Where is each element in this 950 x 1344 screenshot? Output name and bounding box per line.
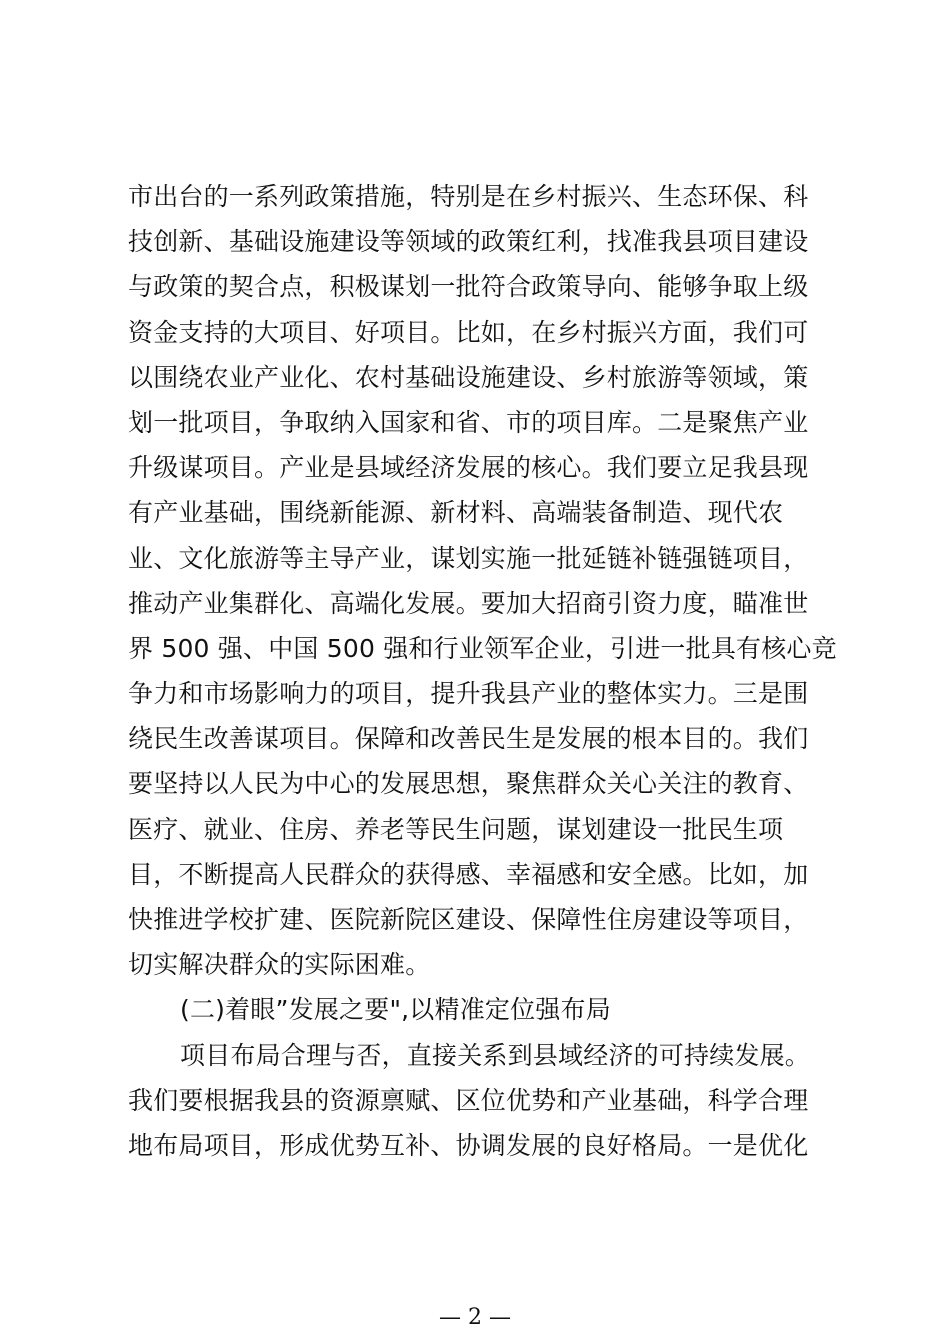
text-line: 地布局项目，形成优势互补、协调发展的良好格局。一是优化	[128, 1130, 809, 1160]
text-line: 争力和市场影响力的项目，提升我县产业的整体实力。三是围	[128, 679, 809, 709]
text-line: 要坚持以人民为中心的发展思想，聚焦群众关心关注的教育、	[128, 769, 809, 799]
body-text	[128, 174, 848, 1168]
text-line: 推动产业集群化、高端化发展。要加大招商引资力度，瞄准世	[128, 588, 809, 618]
text-line: 我们要根据我县的资源禀赋、区位优势和产业基础，科学合理	[128, 1085, 809, 1115]
text-line: 医疗、就业、住房、养老等民生问题，谋划建设一批民生项	[128, 814, 784, 844]
text-line: 市出台的一系列政策措施，特别是在乡村振兴、生态环保、科	[128, 182, 809, 211]
text-line: 升级谋项目。产业是县域经济发展的核心。我们要立足我县现	[128, 453, 809, 483]
text-line: 有产业基础，围绕新能源、新材料、高端装备制造、现代农	[128, 498, 784, 528]
text-line: 技创新、基础设施建设等领域的政策红利，找准我县项目建设	[128, 227, 809, 257]
text-line: 以围绕农业产业化、农村基础设施建设、乡村旅游等领域，策	[128, 362, 809, 392]
text-line: 界 500 强、中国 500 强和行业领军企业，引进一批具有核心竞	[128, 633, 837, 663]
text-line: 绕民生改善谋项目。保障和改善民生是发展的根本目的。我们	[128, 724, 809, 754]
section-heading: (二)着眼”发展之要",以精准定位强布局	[180, 995, 611, 1025]
page-number: — 2 —	[439, 1305, 511, 1330]
text-line: 快推进学校扩建、医院新院区建设、保障性住房建设等项目，	[128, 905, 809, 934]
text-line: 资金支持的大项目、好项目。比如，在乡村振兴方面，我们可	[128, 317, 809, 347]
text-line: 目，不断提高人民群众的获得感、幸福感和安全感。比如，加	[128, 859, 809, 889]
text-line: 切实解决群众的实际困难。	[128, 950, 431, 980]
text-line: 划一批项目，争取纳入国家和省、市的项目库。二是聚焦产业	[128, 407, 809, 437]
text-line: 业、文化旅游等主导产业，谋划实施一批延链补链强链项目，	[128, 543, 809, 573]
paragraph-first-line: 项目布局合理与否，直接关系到县域经济的可持续发展。	[180, 1040, 811, 1070]
text-line: 与政策的契合点，积极谋划一批符合政策导向、能够争取上级	[128, 272, 809, 302]
